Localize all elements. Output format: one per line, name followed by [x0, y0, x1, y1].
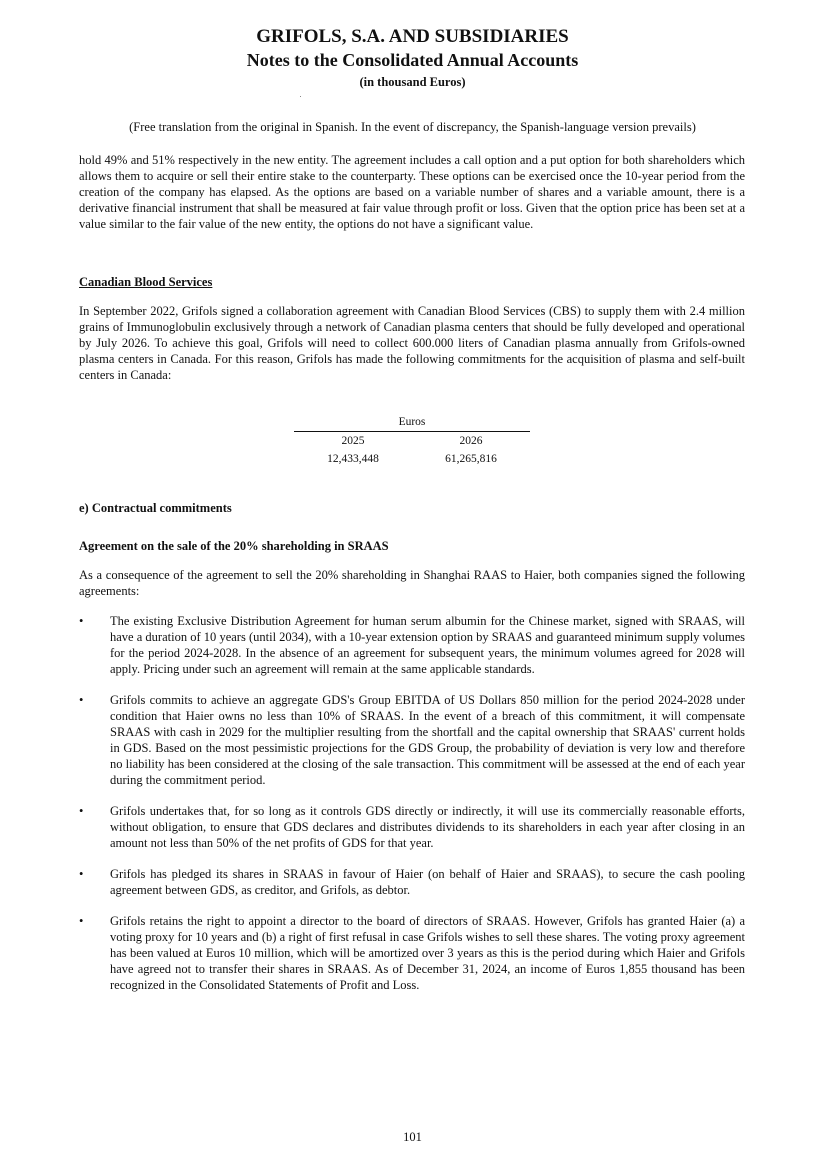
- commitments-table: [294, 416, 530, 468]
- translation-note: (Free translation from the original in Spanish. In the event of discrepancy, the Spanish-language version prevails): [129, 120, 696, 134]
- bullet-icon: •: [79, 693, 84, 707]
- list-item-text: Grifols has pledged its shares in SRAAS in favour of Haier (on behalf of Haier and SRAAS), to secure the cash pooling agreement between GDS, as creditor, and Grifols, as debtor.: [110, 867, 745, 897]
- table-row-values: [294, 450, 530, 468]
- company-title: GRIFOLS, S.A. AND SUBSIDIARIES: [256, 26, 569, 47]
- list-item-text: Grifols undertakes that, for so long as it controls GDS directly or indirectly, it will use its commercially reasonable efforts, without obligation, to ensure that GDS declares and distributes dividends to its shareholders in each year after closing in an amount not less than 50% of the net profits of GDS for that year.: [110, 804, 745, 850]
- bullet-icon: •: [79, 804, 84, 818]
- list-item: [79, 913, 745, 993]
- sraas-subheading: Agreement on the sale of the 20% shareholding in SRAAS: [79, 539, 389, 553]
- list-item: [79, 692, 745, 788]
- units-note: (in thousand Euros): [359, 75, 466, 89]
- bullet-icon: •: [79, 614, 84, 628]
- list-item: [79, 613, 745, 677]
- year-cell: 2026: [459, 435, 483, 447]
- list-item-text: The existing Exclusive Distribution Agreement for human serum albumin for the Chinese market, signed with SRAAS, will have a duration of 10 years (until 2034), with a 10-year extension option by SRAAS and guaranteed minimum supply volumes for the period 2024-2028. In the absence of an agreement for subsequent years, the minimum volumes agreed for 2028 will apply. Pricing under such an agreement will remain at the same applicable standards.: [110, 614, 745, 676]
- year-cell: 2025: [341, 435, 365, 447]
- value-cell: 61,265,816: [445, 453, 497, 465]
- document-title: Notes to the Consolidated Annual Accounts: [246, 50, 579, 70]
- agreements-list: [79, 613, 745, 1008]
- value-cell: 12,433,448: [327, 453, 379, 465]
- cbs-heading: Canadian Blood Services: [79, 275, 213, 289]
- list-item: [79, 803, 745, 851]
- table-unit-header: Euros: [294, 416, 530, 432]
- bullet-icon: •: [79, 867, 84, 881]
- list-item-text: Grifols commits to achieve an aggregate GDS's Group EBITDA of US Dollars 850 million for the period 2024-2028 under condition that Haier owns no less than 10% of SRAAS. In the event of a breach of this commitment, it will compensate SRAAS with cash in 2029 for the multiplier resulting from the shortfall and the capital ownership that SRAAS' current holds in GDS. Based on the most pessimistic projections for the GDS Group, the probability of deviation is very low and therefore no liability has been considered at the closing of the sale transaction. This commitment will be assessed at the end of each year during the commitment period.: [110, 693, 745, 787]
- intro-paragraph: hold 49% and 51% respectively in the new entity. The agreement includes a call option and a put option for both shareholders which allows them to acquire or sell their entire stake to the counterparty. These options can be exercised once the 10-year period from the creation of the company has elapsed. As the options are based on a variable number of shares and a variable amount, there is a derivative financial instrument that shall be measured at fair value through profit or loss. Given that the option price has been set at a value similar to the fair value of the new entity, the options do not have a significant value.: [79, 153, 745, 231]
- list-item: [79, 866, 745, 898]
- stray-dot: [300, 96, 301, 97]
- cbs-paragraph: In September 2022, Grifols signed a collaboration agreement with Canadian Blood Services (CBS) to supply them with 2.4 million grains of Immunoglobulin exclusively through a network of Canadian plasma centers that should be fully developed and operational by July 2026. To achieve this goal, Grifols will need to collect 600.000 liters of Canadian plasma annually from Grifols-owned plasma centers in Canada. For this reason, Grifols has made the following commitments for the acquisition of plasma and self-built centers in Canada:: [79, 304, 745, 382]
- table-row-years: [294, 432, 530, 450]
- bullet-icon: •: [79, 914, 84, 928]
- section-e-heading: e) Contractual commitments: [79, 501, 232, 515]
- page-number: 101: [403, 1130, 422, 1144]
- section-e-intro: As a consequence of the agreement to sell the 20% shareholding in Shanghai RAAS to Haier, both companies signed the following agreements:: [79, 568, 745, 598]
- list-item-text: Grifols retains the right to appoint a director to the board of directors of SRAAS. However, Grifols has granted Haier (a) a voting proxy for 10 years and (b) a right of first refusal in case Grifols wishes to sell these shares. The voting proxy agreement has been valued at Euros 10 million, which will be amortized over 3 years as this is the period during which Haier and Grifols have agreed not to transfer their shares in SRAAS. As of December 31, 2024, an income of Euros 1,855 thousand has been recognized in the Consolidated Statements of Profit and Loss.: [110, 914, 745, 992]
